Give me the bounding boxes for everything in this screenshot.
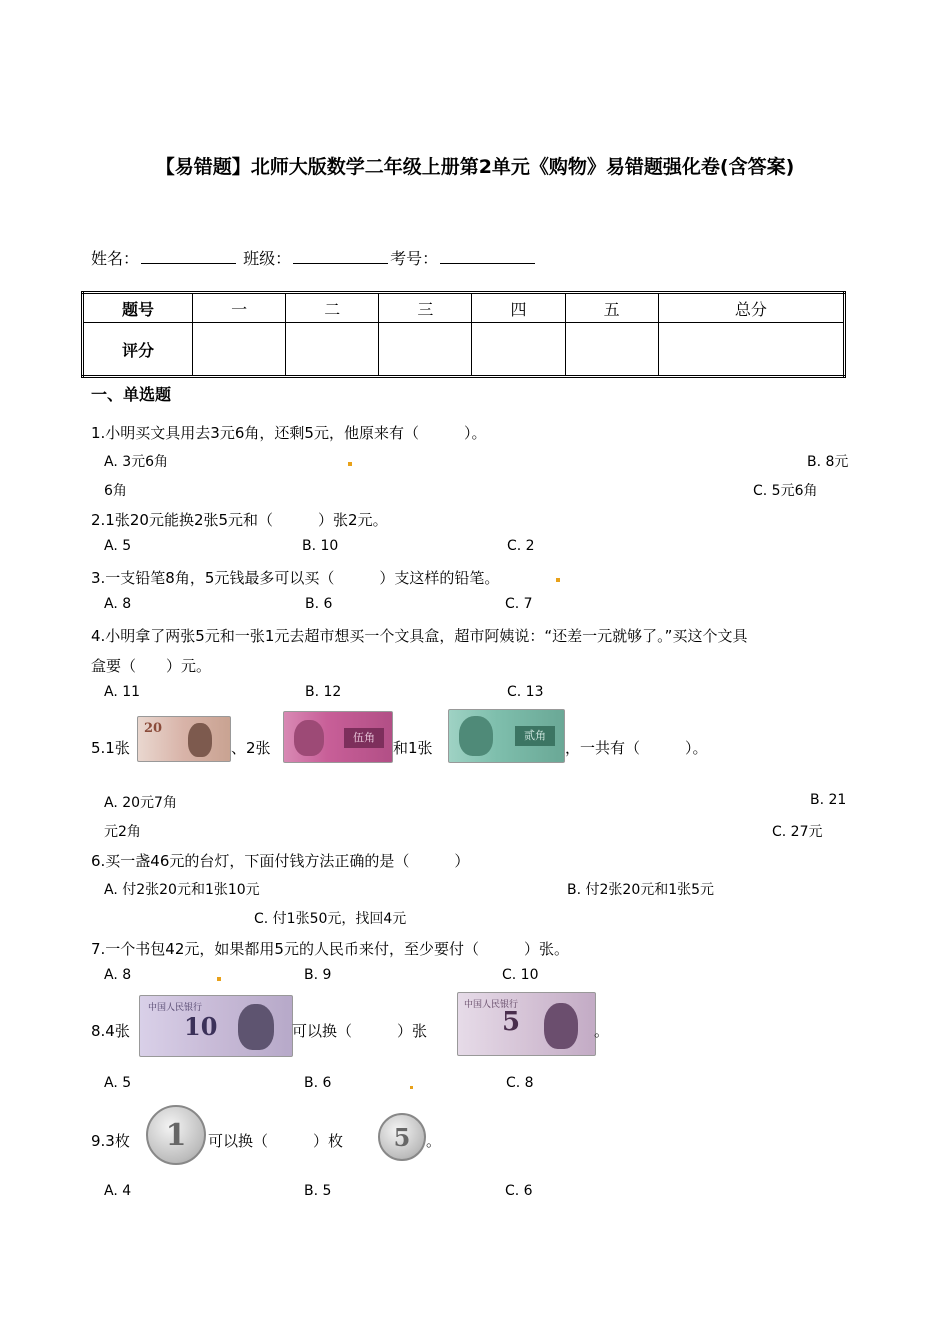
score-cell	[658, 323, 844, 377]
question-3: 3.一支铅笔8角，5元钱最多可以买（ ）支这样的铅笔。	[91, 569, 500, 587]
q1-option-a: A. 3元6角	[104, 454, 169, 470]
q3-option-a: A. 8	[104, 596, 132, 612]
q1-option-b-continued: 6角	[104, 483, 127, 499]
score-cell	[472, 323, 565, 377]
note-label: 伍角	[344, 728, 384, 748]
question-8-part1: 8.4张	[91, 1022, 130, 1040]
student-info	[91, 246, 537, 269]
question-9-part1: 9.3枚	[91, 1132, 130, 1150]
q2-option-c: C. 2	[507, 538, 535, 554]
q5-option-c: C. 27元	[772, 824, 823, 840]
score-cell	[379, 323, 472, 377]
score-header-cell: 四	[472, 293, 565, 323]
portrait-graphic	[544, 1003, 578, 1049]
q4-option-b: B. 12	[305, 684, 342, 700]
question-5-part2: 、2张	[231, 739, 271, 757]
q4-option-a: A. 11	[104, 684, 141, 700]
q9-option-c: C. 6	[505, 1183, 533, 1199]
name-blank	[141, 251, 236, 264]
note-label: 贰角	[515, 726, 555, 746]
q8-option-b: B. 6	[304, 1075, 332, 1091]
question-9-part3: 。	[426, 1132, 442, 1150]
class-label: 班级：	[243, 249, 292, 268]
portrait-graphic	[188, 723, 212, 757]
class-blank	[293, 251, 388, 264]
question-5-part4: ，一共有（ ）。	[565, 739, 708, 757]
q4-option-c: C. 13	[507, 684, 544, 700]
note-label: 中国人民银行	[148, 1003, 203, 1013]
q6-option-c: C. 付1张50元，找回4元	[254, 911, 407, 927]
q8-option-a: A. 5	[104, 1075, 132, 1091]
note-label: 中国人民银行	[464, 1000, 519, 1010]
q1-option-c: C. 5元6角	[753, 483, 818, 499]
question-9-part2: 可以换（ ）枚	[208, 1132, 344, 1150]
q2-option-a: A. 5	[104, 538, 132, 554]
banknote-10-yuan-image	[139, 995, 293, 1057]
score-cell	[286, 323, 379, 377]
score-header-cell: 二	[286, 293, 379, 323]
banknote-2-jiao-image	[448, 709, 565, 763]
score-header-cell: 一	[193, 293, 286, 323]
portrait-graphic	[294, 720, 324, 756]
page-title: 【易错题】北师大版数学二年级上册第2单元《购物》易错题强化卷(含答案)	[155, 156, 795, 178]
note-value: 5	[502, 1007, 521, 1037]
q8-option-c: C. 8	[506, 1075, 534, 1091]
q7-option-a: A. 8	[104, 967, 132, 983]
score-header-cell: 三	[379, 293, 472, 323]
q7-option-c: C. 10	[502, 967, 539, 983]
score-cell	[565, 323, 658, 377]
q2-option-b: B. 10	[302, 538, 339, 554]
q7-option-b: B. 9	[304, 967, 332, 983]
q9-option-a: A. 4	[104, 1183, 132, 1199]
note-value: 10	[184, 1012, 218, 1041]
q3-option-b: B. 6	[305, 596, 333, 612]
score-header-cell: 总分	[658, 293, 844, 323]
q3-option-c: C. 7	[505, 596, 533, 612]
coin-5-jiao-image: 5	[378, 1113, 426, 1161]
marker-dot	[217, 977, 221, 981]
portrait-graphic	[459, 716, 493, 756]
score-cell	[193, 323, 286, 377]
q5-option-b: B. 21	[810, 792, 847, 808]
question-4-continued: 盒要（ ）元。	[91, 657, 212, 675]
q5-option-a: A. 20元7角	[104, 795, 177, 811]
marker-dot	[410, 1086, 413, 1089]
section-heading: 一、单选题	[91, 385, 172, 404]
portrait-graphic	[238, 1004, 274, 1050]
score-header-cell: 题号	[83, 293, 193, 323]
q9-option-b: B. 5	[304, 1183, 332, 1199]
number-blank	[440, 251, 535, 264]
marker-dot	[348, 462, 352, 466]
q6-option-a: A. 付2张20元和1张10元	[104, 882, 260, 898]
question-2: 2.1张20元能换2张5元和（ ）张2元。	[91, 511, 388, 529]
q1-option-b: B. 8元	[807, 454, 849, 470]
banknote-5-jiao-image	[283, 711, 393, 763]
score-row-label: 评分	[83, 323, 193, 377]
banknote-20-yuan-image	[137, 716, 231, 762]
coin-1-yuan-image: 1	[146, 1105, 206, 1165]
score-table	[81, 291, 846, 378]
question-7: 7.一个书包42元，如果都用5元的人民币来付，至少要付（ ）张。	[91, 940, 569, 958]
question-8-part2: 可以换（ ）张	[292, 1022, 428, 1040]
score-header-cell: 五	[565, 293, 658, 323]
question-5-part3: 和1张	[393, 739, 433, 757]
q5-option-b-continued: 元2角	[104, 824, 141, 840]
number-label: 考号：	[390, 249, 439, 268]
q6-option-b: B. 付2张20元和1张5元	[567, 882, 715, 898]
question-8-part3: 。	[594, 1022, 610, 1040]
question-1: 1.小明买文具用去3元6角，还剩5元，他原来有（ ）。	[91, 424, 487, 442]
banknote-5-yuan-image	[457, 992, 596, 1056]
question-5-part1: 5.1张	[91, 739, 130, 757]
marker-dot	[556, 578, 560, 582]
name-label: 姓名：	[91, 249, 140, 268]
question-4: 4.小明拿了两张5元和一张1元去超市想买一个文具盒，超市阿姨说：“还差一元就够了。”买这个文具	[91, 627, 748, 645]
question-6: 6.买一盏46元的台灯，下面付钱方法正确的是（ ）	[91, 852, 470, 870]
note-value: 20	[144, 721, 163, 736]
